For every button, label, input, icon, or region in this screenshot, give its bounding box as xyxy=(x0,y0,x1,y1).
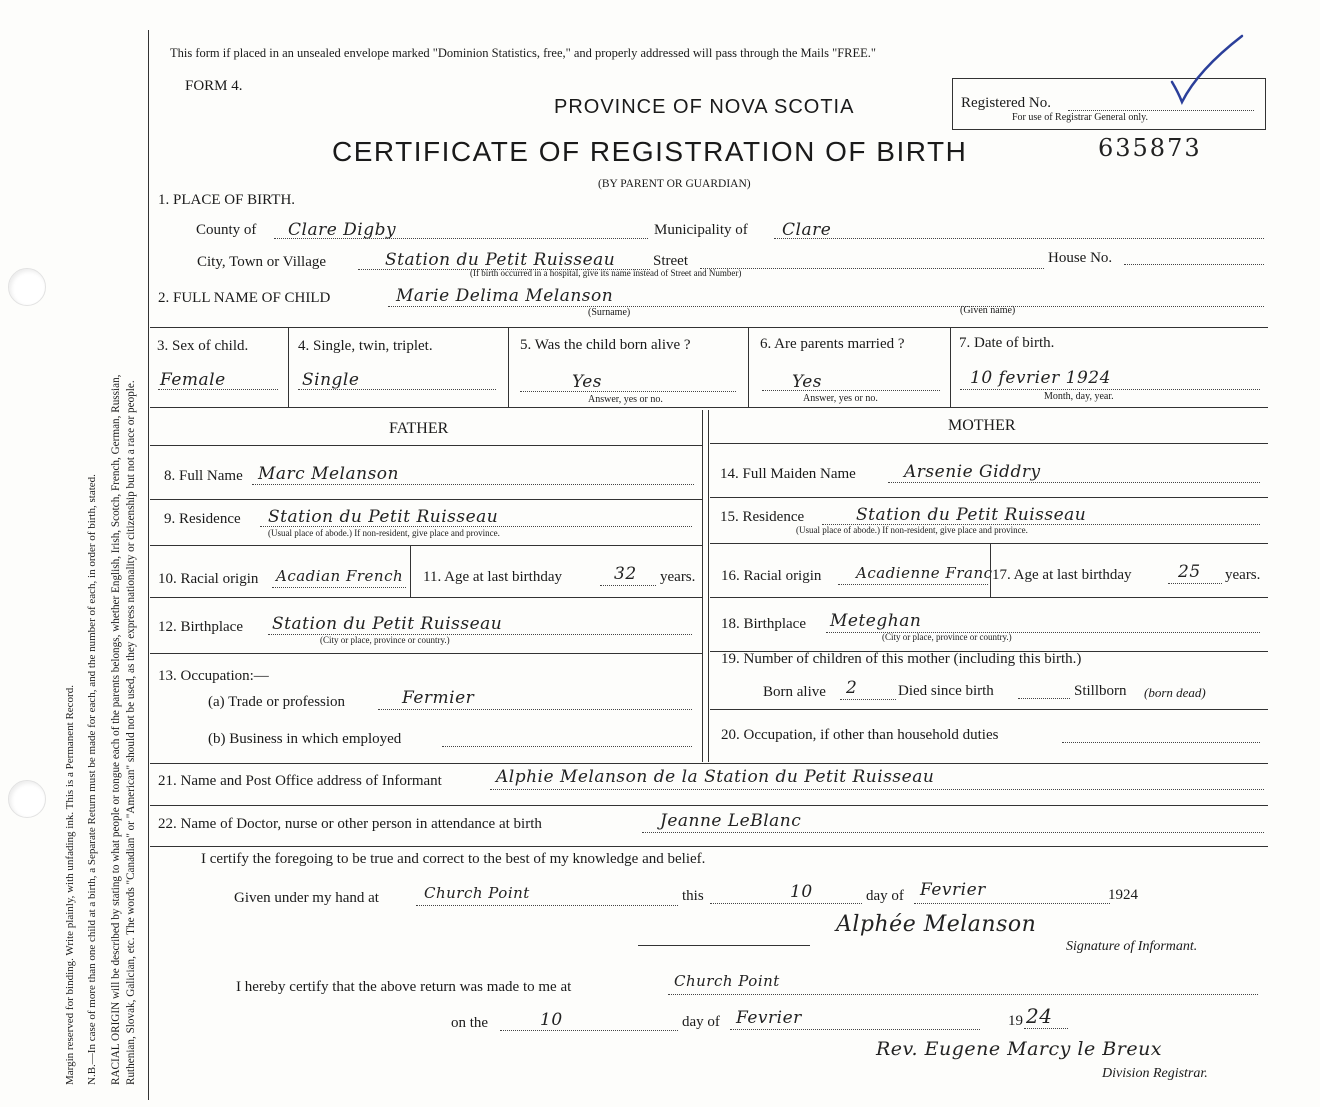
father-occupation-label: 13. Occupation:— xyxy=(158,668,269,684)
hospital-note: (If birth occurred in a hospital, give its name instead of Street and Number) xyxy=(470,268,742,278)
born-alive-value: Yes xyxy=(572,372,603,392)
father-residence-value: Station du Petit Ruisseau xyxy=(268,507,499,527)
binding-margin-line xyxy=(148,30,149,1100)
box-divider-4 xyxy=(950,327,951,407)
municipality-label: Municipality of xyxy=(654,222,748,238)
trade-label: (a) Trade or profession xyxy=(208,694,346,710)
signature-rule xyxy=(638,945,810,946)
children-count-label: 19. Number of children of this mother (including this birth.) xyxy=(721,651,1082,667)
parents-married-line xyxy=(762,390,940,391)
registrar-place-line xyxy=(668,994,1258,995)
mother-age-value: 25 xyxy=(1178,562,1201,582)
mother-residence-value: Station du Petit Ruisseau xyxy=(856,505,1087,525)
child-name-label: 2. FULL NAME OF CHILD xyxy=(158,290,331,306)
father-row-rule-2 xyxy=(150,545,702,546)
father-age-years: years. xyxy=(660,569,696,585)
day-value: 10 xyxy=(790,882,813,902)
father-birthplace-note: (City or place, province or country.) xyxy=(320,635,450,645)
box-divider-1 xyxy=(288,327,289,407)
mother-racial-label: 16. Racial origin xyxy=(721,568,822,584)
house-number-label: House No. xyxy=(1048,250,1113,266)
mother-birthplace-label: 18. Birthplace xyxy=(721,616,806,632)
signature-label: Signature of Informant. xyxy=(1066,939,1198,954)
street-line xyxy=(700,268,1044,269)
died-since-birth-line xyxy=(1018,698,1070,699)
box-divider-3 xyxy=(748,327,749,407)
form-number: FORM 4. xyxy=(185,78,243,94)
given-name-note: (Given name) xyxy=(960,305,1016,316)
registered-number-label: Registered No. xyxy=(961,95,1051,111)
registrar-statement: I hereby certify that the above return was made to me at xyxy=(236,979,572,995)
father-row-rule-3 xyxy=(150,597,702,598)
died-since-birth-label: Died since birth xyxy=(898,683,994,699)
province-heading: PROVINCE OF NOVA SCOTIA xyxy=(554,96,855,118)
father-birthplace-value: Station du Petit Ruisseau xyxy=(272,614,503,634)
trade-line xyxy=(378,709,692,710)
father-row-rule-4 xyxy=(150,653,702,654)
mother-age-years: years. xyxy=(1225,567,1261,583)
given-place-line xyxy=(416,905,678,906)
parents-married-label: 6. Are parents married ? xyxy=(760,336,905,352)
business-label: (b) Business in which employed xyxy=(208,731,402,747)
city-value: Station du Petit Ruisseau xyxy=(385,250,616,270)
mother-name-line xyxy=(888,482,1260,483)
date-of-birth-note: Month, day, year. xyxy=(1044,391,1114,402)
father-age-line xyxy=(600,585,656,586)
surname-note: (Surname) xyxy=(588,307,631,318)
punch-hole-top xyxy=(8,268,46,306)
month-value: Fevrier xyxy=(920,880,986,900)
day-of-label: day of xyxy=(866,888,904,904)
born-alive-count-line xyxy=(840,699,896,700)
month-line xyxy=(914,903,1110,904)
reg-year-suffix: 24 xyxy=(1026,1004,1053,1028)
registrar-place-value: Church Point xyxy=(674,972,780,990)
informant-signature: Alphée Melanson xyxy=(836,912,1037,937)
mother-row-rule-2 xyxy=(710,543,1268,544)
parents-married-value: Yes xyxy=(792,372,823,392)
stillborn-note: (born dead) xyxy=(1144,685,1206,700)
father-heading-rule xyxy=(150,445,702,446)
day-line xyxy=(710,903,862,904)
mother-occupation-label: 20. Occupation, if other than household duties xyxy=(721,727,999,743)
sex-label: 3. Sex of child. xyxy=(157,338,249,354)
on-the-label: on the xyxy=(451,1015,489,1031)
mother-row-rule-3 xyxy=(710,597,1268,598)
mother-residence-label: 15. Residence xyxy=(720,509,805,525)
margin-note-racial-origin: RACIAL ORIGIN will be described by stating to what people or tongue each of the parents belongs, whether English, Irish, Scotch, French, German, Russian, xyxy=(110,374,122,1085)
registered-number-line xyxy=(1068,110,1254,111)
informant-value: Alphie Melanson de la Station du Petit Ruisseau xyxy=(496,767,935,787)
reg-year-line xyxy=(1024,1028,1068,1029)
year-value: 1924 xyxy=(1108,887,1138,903)
father-racial-divider xyxy=(410,545,411,597)
registrar-only-note: For use of Registrar General only. xyxy=(1012,112,1148,123)
mother-age-label: 17. Age at last birthday xyxy=(992,567,1132,583)
attendant-line xyxy=(642,832,1264,833)
county-value: Clare Digby xyxy=(288,220,397,240)
mother-name-label: 14. Full Maiden Name xyxy=(720,466,856,482)
father-age-value: 32 xyxy=(614,564,637,584)
mother-heading-rule xyxy=(710,443,1268,444)
mother-racial-divider xyxy=(990,543,991,597)
municipality-value: Clare xyxy=(782,220,832,240)
father-row-rule-1 xyxy=(150,499,702,500)
certify-statement: I certify the foregoing to be true and correct to the best of my knowledge and belief. xyxy=(201,851,706,867)
plurality-value: Single xyxy=(302,370,360,390)
reg-month-line xyxy=(730,1029,980,1030)
attendant-label: 22. Name of Doctor, nurse or other person in attendance at birth xyxy=(158,816,542,832)
place-of-birth-heading: 1. PLACE OF BIRTH. xyxy=(158,192,296,208)
reg-year-prefix: 19 xyxy=(1008,1013,1023,1029)
margin-note-multiple-birth: N.B.—In case of more than one child at a birth, a Separate Return must be made for each, and the number of each, in order of birth, stated. xyxy=(86,474,98,1085)
mother-occupation-line xyxy=(1062,742,1260,743)
attendant-value: Jeanne LeBlanc xyxy=(660,811,802,831)
box-divider-2 xyxy=(508,327,509,407)
informant-line xyxy=(490,789,1264,790)
father-age-label: 11. Age at last birthday xyxy=(423,569,562,585)
reg-day-of-label: day of xyxy=(682,1014,720,1030)
parents-divider-right xyxy=(708,410,709,762)
date-of-birth-line xyxy=(960,389,1260,390)
house-number-line xyxy=(1124,264,1264,265)
father-name-line xyxy=(252,484,694,485)
father-heading: FATHER xyxy=(389,420,449,437)
registrar-signature: Rev. Eugene Marcy le Breux xyxy=(876,1038,1163,1060)
mail-notice: This form if placed in an unsealed envelope marked "Dominion Statistics, free," and properly addressed will pass through the Mails "FREE." xyxy=(170,46,877,60)
father-racial-label: 10. Racial origin xyxy=(158,571,259,587)
business-line xyxy=(442,746,692,747)
stillborn-label: Stillborn xyxy=(1074,683,1127,699)
given-place-value: Church Point xyxy=(424,884,530,902)
row-rule-top xyxy=(150,327,1268,328)
plurality-label: 4. Single, twin, triplet. xyxy=(298,338,433,354)
father-racial-line xyxy=(272,587,406,588)
mother-age-line xyxy=(1168,583,1222,584)
father-name-value: Marc Melanson xyxy=(258,464,399,484)
registered-number-value: 635873 xyxy=(1098,134,1202,162)
mother-birthplace-note: (City or place, province or country.) xyxy=(882,632,1012,642)
parents-bottom-rule xyxy=(150,763,1268,764)
reg-day-line xyxy=(500,1030,678,1031)
mother-racial-value: Acadienne Franc xyxy=(856,564,993,582)
parents-married-note: Answer, yes or no. xyxy=(803,393,878,404)
born-alive-line xyxy=(520,391,736,392)
trade-value: Fermier xyxy=(402,688,475,708)
mother-row-rule-1 xyxy=(710,497,1268,498)
certificate-subtitle: (BY PARENT OR GUARDIAN) xyxy=(598,178,751,190)
row-rule-mid xyxy=(150,407,1268,408)
father-name-label: 8. Full Name xyxy=(164,468,243,484)
certificate-title: CERTIFICATE OF REGISTRATION OF BIRTH xyxy=(332,136,968,167)
informant-rule xyxy=(150,805,1268,806)
mother-heading: MOTHER xyxy=(948,417,1016,434)
checkmark-icon xyxy=(1168,30,1248,110)
born-alive-note: Answer, yes or no. xyxy=(588,394,663,405)
father-racial-value: Acadian French xyxy=(276,567,404,585)
father-birthplace-label: 12. Birthplace xyxy=(158,619,243,635)
mother-birthplace-value: Meteghan xyxy=(830,611,922,631)
given-under-hand-label: Given under my hand at xyxy=(234,890,379,906)
margin-note-racial-origin-2: Ruthenian, Slovak, Galician, etc. The words "Canadian" or "American" should not be used, as they express nationality or citizenship but not a race or people. xyxy=(125,380,137,1085)
punch-hole-bottom xyxy=(8,780,46,818)
reg-month-value: Fevrier xyxy=(736,1008,802,1028)
street-label: Street xyxy=(653,253,688,269)
child-name-line xyxy=(388,306,1264,307)
division-registrar-label: Division Registrar. xyxy=(1102,1066,1208,1081)
born-alive-count-label: Born alive xyxy=(763,684,826,700)
informant-label: 21. Name and Post Office address of Informant xyxy=(158,773,442,789)
child-name-value: Marie Delima Melanson xyxy=(396,286,614,306)
mother-row-rule-5 xyxy=(710,709,1268,710)
city-label: City, Town or Village xyxy=(197,254,327,270)
this-label: this xyxy=(682,888,704,904)
father-residence-note: (Usual place of abode.) If non-resident, give place and province. xyxy=(268,528,500,538)
born-alive-label: 5. Was the child born alive ? xyxy=(520,337,691,353)
mother-name-value: Arsenie Giddry xyxy=(904,462,1041,482)
margin-note-binding: Margin reserved for binding. Write plainly, with unfading ink. This is a Permanent Record. xyxy=(64,685,76,1085)
mother-racial-line xyxy=(838,584,988,585)
parents-divider-left xyxy=(702,410,703,762)
born-alive-count-value: 2 xyxy=(846,678,858,698)
father-residence-label: 9. Residence xyxy=(164,511,241,527)
municipality-line xyxy=(774,238,1264,239)
county-label: County of xyxy=(196,222,257,238)
mother-residence-note: (Usual place of abode.) If non-resident, give place and province. xyxy=(796,525,1028,535)
sex-value: Female xyxy=(160,370,226,390)
date-of-birth-value: 10 fevrier 1924 xyxy=(970,368,1111,388)
date-of-birth-label: 7. Date of birth. xyxy=(959,335,1055,351)
reg-day-value: 10 xyxy=(540,1010,563,1030)
attendant-rule xyxy=(150,846,1268,847)
